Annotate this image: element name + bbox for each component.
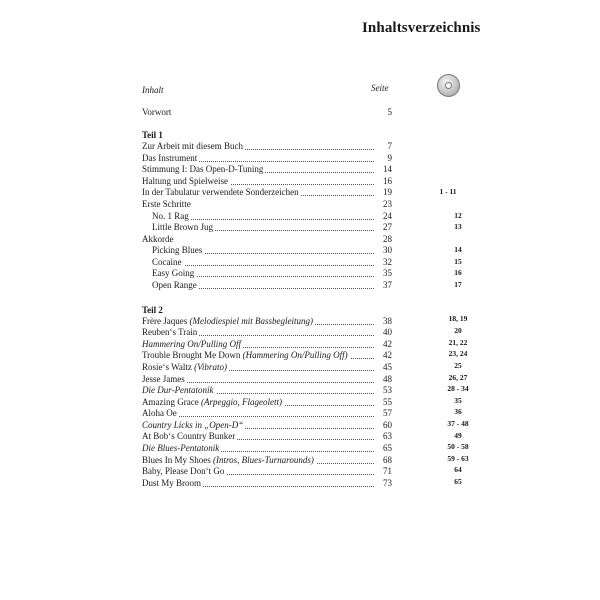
cd-track: 49 [454, 431, 462, 440]
entry-page: 24 [374, 211, 392, 222]
cd-track: 21, 22 [448, 338, 468, 347]
entry-title: Country Licks in „Open-D“ [142, 420, 244, 430]
entry-page: 71 [374, 466, 392, 477]
toc-entry[interactable] [142, 420, 392, 431]
entry-title: Frère Jaques (Melodiespiel mit Bassbegleitung) [142, 316, 313, 326]
toc-entry[interactable] [142, 211, 392, 222]
entry-title: Zur Arbeit mit diesem Buch [142, 141, 243, 151]
entry-page: 5 [374, 107, 392, 118]
entry-subtitle: (Intros, Blues-Turnarounds) [213, 455, 314, 465]
cd-track: 36 [454, 407, 462, 416]
toc-entry[interactable] [142, 268, 392, 279]
entry-title: Haltung und Spielweise [142, 176, 228, 186]
cd-track: 50 - 58 [447, 442, 469, 451]
entry-title: Jesse James [142, 374, 185, 384]
toc-entry[interactable] [142, 280, 392, 291]
cd-track: 14 [454, 245, 462, 254]
entry-page: 42 [374, 350, 392, 361]
entry-title: Open Range [152, 280, 197, 290]
entry-page: 16 [374, 176, 392, 187]
dot-leader [152, 265, 378, 266]
entry-page: 35 [374, 268, 392, 279]
entry-subtitle: (Hammering On/Pulling Off) [242, 350, 348, 360]
entry-page: 73 [374, 478, 392, 489]
entry-title: Baby, Please Don‘t Go [142, 466, 225, 476]
toc-entry[interactable] [142, 234, 392, 245]
toc-entry[interactable] [142, 339, 392, 350]
entry-title: Dust My Broom [142, 478, 202, 488]
entry-title: Die Dur-Pentatonik [142, 385, 214, 395]
entry-page: 68 [374, 455, 392, 466]
entry-page: 55 [374, 397, 392, 408]
toc-entry[interactable] [142, 385, 392, 396]
entry-title: Picking Blues [152, 245, 203, 255]
section-heading-teil-1: Teil 1 [142, 130, 163, 140]
entry-title: Stimmung I: Das Open-D-Tuning [142, 164, 264, 174]
toc-entry[interactable] [142, 153, 392, 164]
entry-title: In der Tabulatur verwendete Sonderzeichen [142, 187, 299, 197]
toc-entry[interactable] [142, 397, 392, 408]
cd-track: 65 [454, 477, 462, 486]
cd-track: 16 [454, 268, 462, 277]
entry-page: 65 [374, 443, 392, 454]
entry-page: 45 [374, 362, 392, 373]
entry-title: Das Instrument [142, 153, 198, 163]
cd-icon [437, 74, 460, 97]
cd-track: 15 [454, 257, 462, 266]
entry-title: Erste Schritte [142, 199, 191, 209]
entry-page: 40 [374, 327, 392, 338]
entry-page: 37 [374, 280, 392, 291]
toc-entry[interactable] [142, 478, 392, 489]
entry-page: 30 [374, 245, 392, 256]
entry-title: Trouble Brought Me Down (Hammering On/Pulling Off) [142, 350, 348, 360]
toc-entry[interactable] [142, 245, 392, 256]
entry-page: 23 [374, 199, 392, 210]
cd-track: 26, 27 [448, 373, 468, 382]
entry-title: Reuben‘s Train [142, 327, 198, 337]
entry-page: 7 [374, 141, 392, 152]
toc-entry[interactable] [142, 466, 392, 477]
entry-title: Easy Going [152, 268, 195, 278]
entry-title: Amazing Grace (Arpeggio, Flageolett) [142, 397, 282, 407]
entry-page: 60 [374, 420, 392, 431]
toc-entry[interactable] [142, 431, 392, 442]
entry-title: Die Blues-Pentatonik [142, 443, 220, 453]
toc-entry[interactable] [142, 176, 392, 187]
entry-page: 38 [374, 316, 392, 327]
toc-entry[interactable] [142, 199, 392, 210]
entry-page: 57 [374, 408, 392, 419]
toc-entry-vorwort[interactable] [142, 107, 392, 118]
entry-title: Hammering On/Pulling Off [142, 339, 241, 349]
toc-entry[interactable] [142, 374, 392, 385]
cd-track: 25 [454, 361, 462, 370]
cd-track: 20 [454, 326, 462, 335]
entry-title: Rosie‘s Waltz (Vibrato) [142, 362, 227, 372]
cd-track: 64 [454, 465, 462, 474]
cd-track: 12 [454, 211, 462, 220]
entry-title: Akkorde [142, 234, 174, 244]
entry-title: No. 1 Rag [152, 211, 189, 221]
entry-title: Little Brown Jug [152, 222, 213, 232]
section-heading-teil-2: Teil 2 [142, 305, 163, 315]
entry-page: 32 [374, 257, 392, 268]
entry-page: 42 [374, 339, 392, 350]
column-header-seite: Seite [371, 83, 389, 93]
toc-entry[interactable] [142, 164, 392, 175]
cd-track: 59 - 63 [447, 454, 469, 463]
entry-subtitle: (Vibrato) [194, 362, 227, 372]
entry-page: 19 [374, 187, 392, 198]
entry-page: 63 [374, 431, 392, 442]
toc-entry[interactable] [142, 408, 392, 419]
entry-page: 28 [374, 234, 392, 245]
cd-track: 35 [454, 396, 462, 405]
cd-track: 37 - 48 [447, 419, 469, 428]
cd-track: 28 - 34 [447, 384, 469, 393]
toc-entry[interactable] [142, 327, 392, 338]
toc-entry[interactable] [142, 187, 392, 198]
cd-track: 1 - 11 [439, 187, 457, 196]
entry-page: 27 [374, 222, 392, 233]
column-header-inhalt: Inhalt [142, 85, 164, 95]
entry-page: 53 [374, 385, 392, 396]
cd-track: 18, 19 [448, 314, 468, 323]
cd-track: 23, 24 [448, 349, 468, 358]
entry-title: Aloha Oe [142, 408, 177, 418]
toc-entry[interactable] [142, 443, 392, 454]
toc-entry[interactable] [142, 350, 392, 361]
entry-page: 14 [374, 164, 392, 175]
toc-entry[interactable] [142, 316, 392, 327]
entry-title: Cocaine [152, 257, 182, 267]
entry-title: Blues In My Shoes (Intros, Blues-Turnarounds) [142, 455, 314, 465]
toc-entry[interactable] [142, 455, 392, 466]
toc-entry[interactable] [142, 141, 392, 152]
cd-track: 17 [454, 280, 462, 289]
toc-entry[interactable] [142, 257, 392, 268]
toc-entry[interactable] [142, 222, 392, 233]
entry-subtitle: (Arpeggio, Flageolett) [200, 397, 282, 407]
toc-entry[interactable] [142, 362, 392, 373]
entry-title: Vorwort [142, 107, 172, 117]
entry-page: 48 [374, 374, 392, 385]
entry-title: At Bob‘s Country Bunker [142, 431, 236, 441]
page-title: Inhaltsverzeichnis [362, 20, 481, 36]
cd-track: 13 [454, 222, 462, 231]
entry-page: 9 [374, 153, 392, 164]
entry-subtitle: (Melodiespiel mit Bassbegleitung) [189, 316, 313, 326]
